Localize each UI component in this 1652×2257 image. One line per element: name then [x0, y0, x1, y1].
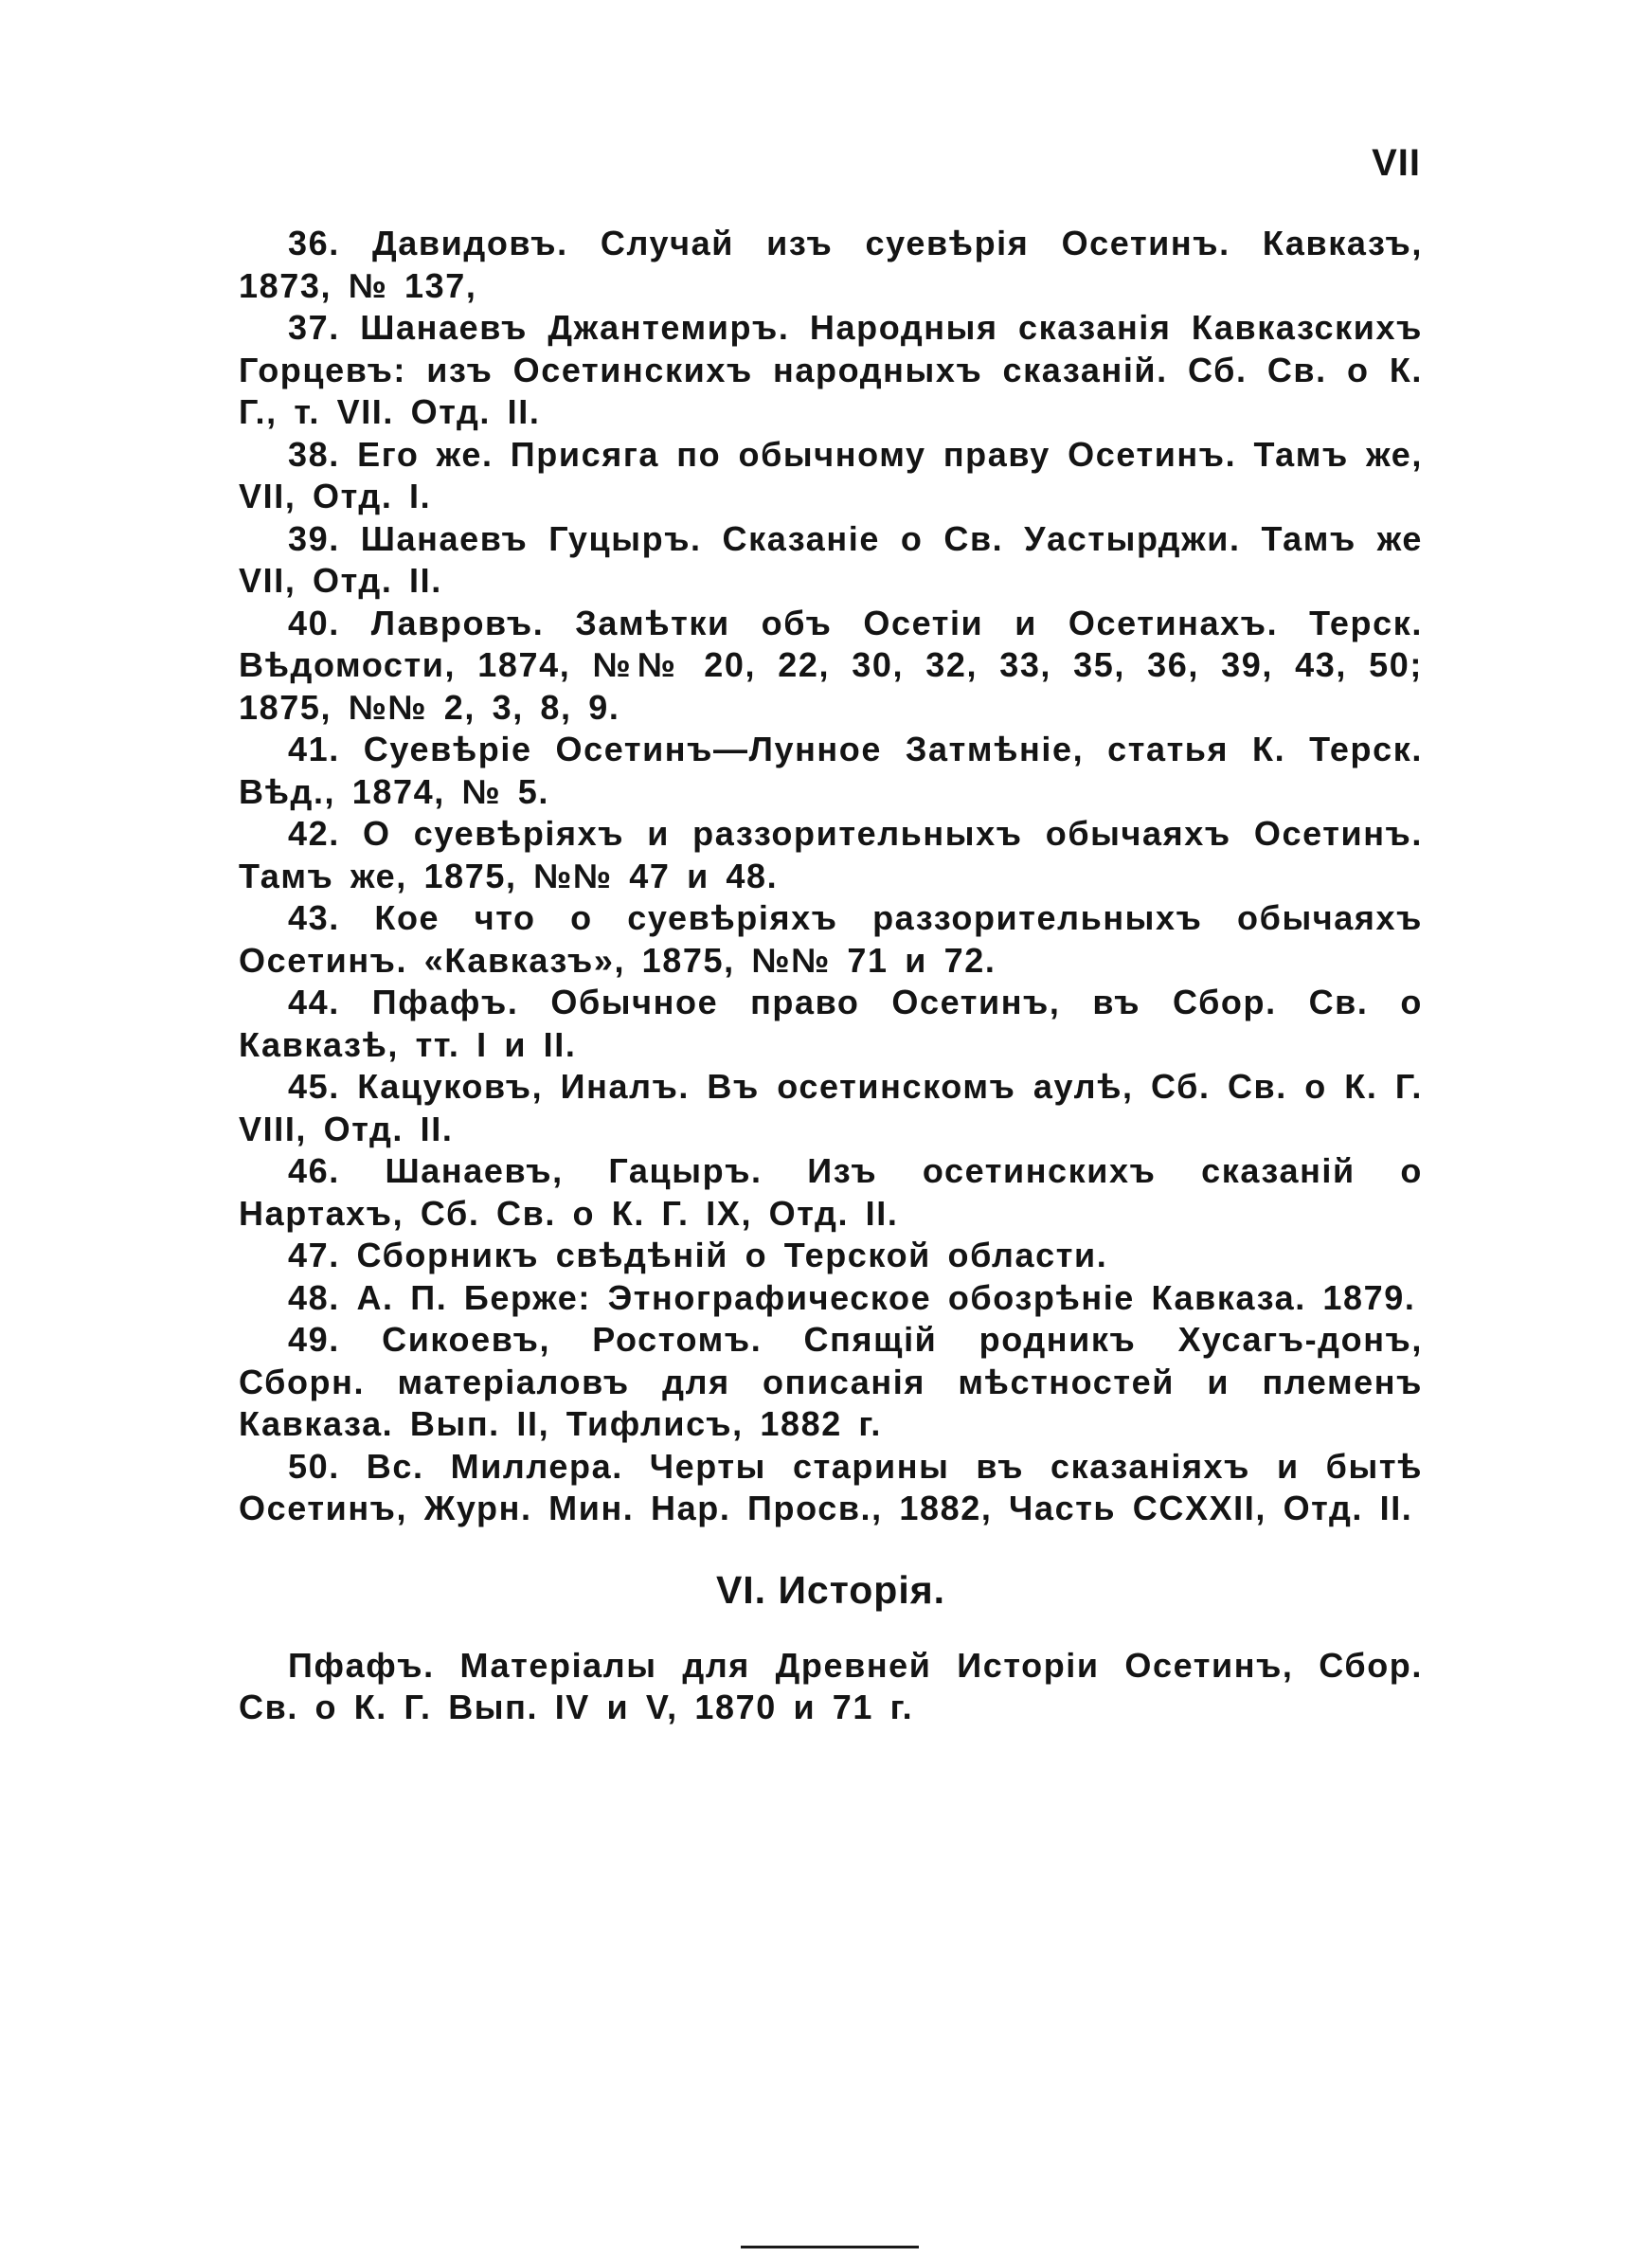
bibliography-entry-48: 48. А. П. Берже: Этнографическое обозрѣніе Кавказа. 1879.	[288, 1277, 1416, 1317]
history-entry: Пфафъ. Матеріалы для Древней Исторіи Осетинъ, Сбор. Св. о К. Г. Вып. IV и V, 1870 и 71 г.	[239, 1645, 1423, 1726]
end-divider	[741, 2246, 919, 2248]
bibliography-entry-37: 37. Шанаевъ Джантемиръ. Народныя сказанія Кавказскихъ Горцевъ: изъ Осетинскихъ народныхъ сказаній. Сб. Св. о К. Г., т. VII. Отд. II.	[239, 308, 1423, 431]
bibliography-entry-43: 43. Кое что о суевѣріяхъ раззорительныхъ обычаяхъ Осетинъ. «Кавказъ», 1875, №№ 71 и 72.	[239, 898, 1423, 980]
bibliography-entry-45: 45. Кацуковъ, Иналъ. Въ осетинскомъ аулѣ, Сб. Св. о К. Г. VIII, Отд. II.	[239, 1067, 1423, 1148]
bibliography-text	[239, 223, 1423, 1729]
page-number: VII	[1372, 142, 1421, 184]
bibliography-entry-44: 44. Пфафъ. Обычное право Осетинъ, въ Сбор. Св. о Кавказѣ, тт. I и II.	[239, 983, 1423, 1064]
section-heading: VI. Исторія.	[715, 1567, 946, 1612]
bibliography-entry-47: 47. Сборникъ свѣдѣній о Терской области.	[288, 1236, 1108, 1274]
bibliography-entry-36: 36. Давидовъ. Случай изъ суевѣрія Осетинъ. Кавказъ, 1873, № 137,	[239, 224, 1423, 305]
bibliography-entry-40: 40. Лавровъ. Замѣтки объ Осетіи и Осетинахъ. Терск. Вѣдомости, 1874, №№ 20, 22, 30, 32, 33, 35, 36, 39, 43, 50; 1875, №№ 2, 3, 8, 9.	[239, 603, 1423, 727]
bibliography-entry-41: 41. Суевѣріе Осетинъ—Лунное Затмѣніе, статья К. Терск. Вѣд., 1874, № 5.	[239, 730, 1423, 811]
bibliography-entry-38: 38. Его же. Присяга по обычному праву Осетинъ. Тамъ же, VII, Отд. I.	[239, 434, 1423, 515]
bibliography-entry-42: 42. О суевѣріяхъ и раззорительныхъ обычаяхъ Осетинъ. Тамъ же, 1875, №№ 47 и 48.	[239, 814, 1423, 895]
bibliography-entry-49: 49. Сикоевъ, Ростомъ. Спящій родникъ Хусагъ-донъ, Сборн. матеріаловъ для описанія мѣстностей и племенъ Кавказа. Вып. II, Тифлисъ, 1882 г.	[239, 1320, 1423, 1443]
bibliography-entry-50: 50. Вс. Миллера. Черты старины въ сказаніяхъ и бытѣ Осетинъ, Журн. Мин. Нар. Просв., 1882, Часть CCXXII, Отд. II.	[239, 1446, 1423, 1527]
bibliography-entry-46: 46. Шанаевъ, Гацыръ. Изъ осетинскихъ сказаній о Нартахъ, Сб. Св. о К. Г. IX, Отд. II.	[239, 1151, 1423, 1233]
bibliography-entry-39: 39. Шанаевъ Гуцыръ. Сказаніе о Св. Уастырджи. Тамъ же VII, Отд. II.	[239, 518, 1423, 600]
